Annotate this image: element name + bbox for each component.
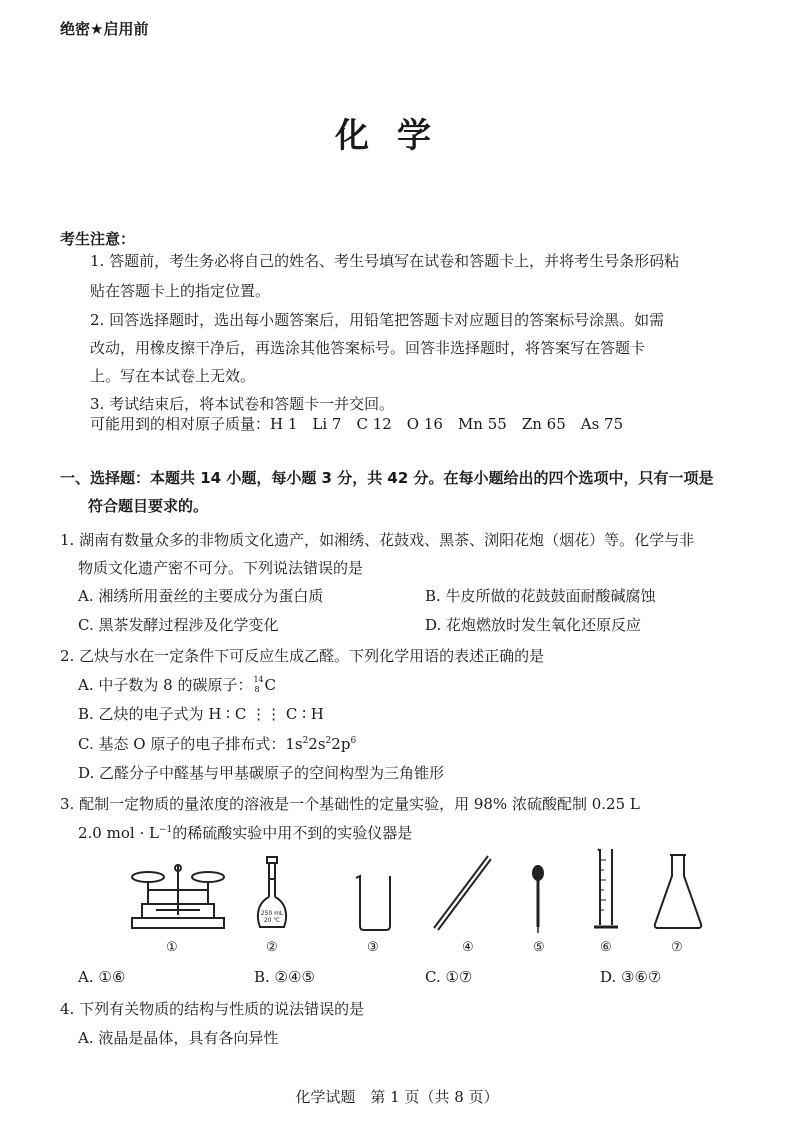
q3-stem-line-2 [78,822,412,843]
notice-item-1-line-1: 1. 答题前，考生务必将自己的姓名、考生号填写在试卷和答题卡上，并将考生号条形码粘 [90,252,680,270]
volumetric-flask-illustration [254,855,290,935]
apparatus-label-3: ③ [367,940,379,955]
q3-option-a: A. ①⑥ [78,968,126,986]
q1-option-d: D. 花炮燃放时发生氧化还原反应 [425,616,642,634]
apparatus-label-6: ⑥ [600,940,612,955]
q2-option-b: B. 乙炔的电子式为 H ∶ C ⋮⋮ C ∶ H [78,705,324,723]
q2-option-c-2p: 2p [331,735,351,753]
q1-stem-line-1: 1. 湖南有数量众多的非物质文化遗产，如湘绣、花鼓戏、黑茶、浏阳花炮（烟花）等。化学与非 [60,531,695,549]
isotope-mass-number: 14 [253,675,264,684]
isotope-atomic-number: 8 [254,685,260,694]
notice-item-1-line-2: 贴在答题卡上的指定位置。 [90,282,271,300]
notice-heading: 考生注意： [60,230,136,248]
notice-item-2-line-3: 上。写在本试卷上无效。 [90,367,256,385]
sup-2: 2 [325,736,332,746]
q3-option-b: B. ②④⑤ [254,968,315,986]
q3-stem-line-2-rest: 的稀硫酸实验中用不到的实验仪器是 [172,824,413,842]
q1-stem-line-2: 物质文化遗产密不可分。下列说法错误的是 [78,559,364,577]
apparatus-label-1: ① [166,940,178,955]
graduated-cylinder-illustration [592,845,622,935]
flask-mark-temp: 20 ℃ [263,917,281,924]
sup-1: 2 [302,736,309,746]
q3-concentration: 2.0 mol · L [78,824,159,842]
page-footer: 化学试题 第 1 页（共 8 页） [295,1088,499,1106]
balance-illustration [128,860,228,935]
beaker-illustration [352,872,396,932]
q4-option-a: A. 液晶是晶体，具有各向异性 [78,1029,279,1047]
notice-item-2-line-2: 改动，用橡皮擦干净后，再选涂其他答案标号。回答非选择题时，将答案写在答题卡 [90,339,646,357]
q1-option-b: B. 牛皮所做的花鼓鼓面耐酸碱腐蚀 [425,587,656,605]
atomic-masses: 可能用到的相对原子质量：H 1 Li 7 C 12 O 16 Mn 55 Zn 65 As 75 [90,415,624,433]
sup-3: 6 [350,736,357,746]
glass-rod-illustration [428,852,494,932]
q2-option-c [78,733,356,754]
apparatus-label-4: ④ [462,940,474,955]
q2-option-d: D. 乙醛分子中醛基与甲基碳原子的空间构型为三角锥形 [78,764,445,782]
q4-stem: 4. 下列有关物质的结构与性质的说法错误的是 [60,1000,365,1018]
isotope-symbol: C [264,676,276,694]
q3-option-d: D. ③⑥⑦ [600,968,662,986]
apparatus-label-2: ② [266,940,278,955]
q2-option-c-2s: 2s [308,735,326,753]
isotope-notation [252,675,264,694]
q2-stem: 2. 乙炔与水在一定条件下可反应生成乙醛。下列化学用语的表述正确的是 [60,647,545,665]
dropper-illustration [527,865,549,935]
page-title: 化学 [335,116,459,156]
apparatus-label-7: ⑦ [671,940,683,955]
q1-option-c: C. 黑茶发酵过程涉及化学变化 [78,616,279,634]
notice-item-3: 3. 考试结束后，将本试卷和答题卡一并交回。 [90,395,395,413]
section-1-heading-line-2: 符合题目要求的。 [88,497,209,515]
q1-option-a: A. 湘绣所用蚕丝的主要成分为蛋白质 [78,587,324,605]
conical-flask-illustration [650,852,706,932]
notice-item-2-line-1: 2. 回答选择题时，选出每小题答案后，用铅笔把答题卡对应题目的答案标号涂黑。如需 [90,311,665,329]
confidential-label: 绝密★启用前 [60,20,149,38]
q2-option-c-text: C. 基态 O 原子的电子排布式：1s [78,735,303,753]
q3-concentration-exp: −1 [158,825,173,835]
flask-mark-volume: 250 mL [260,910,284,917]
q2-option-a-text: A. 中子数为 8 的碳原子： [78,676,253,694]
q3-stem-line-1: 3. 配制一定物质的量浓度的溶液是一个基础性的定量实验，用 98% 浓硫酸配制 0.25 L [60,795,640,813]
q2-option-a [78,674,276,695]
q3-option-c: C. ①⑦ [425,968,473,986]
section-1-heading-line-1: 一、选择题：本题共 14 小题，每小题 3 分，共 42 分。在每小题给出的四个选项中，只有一项是 [60,469,714,487]
apparatus-label-5: ⑤ [533,940,545,955]
